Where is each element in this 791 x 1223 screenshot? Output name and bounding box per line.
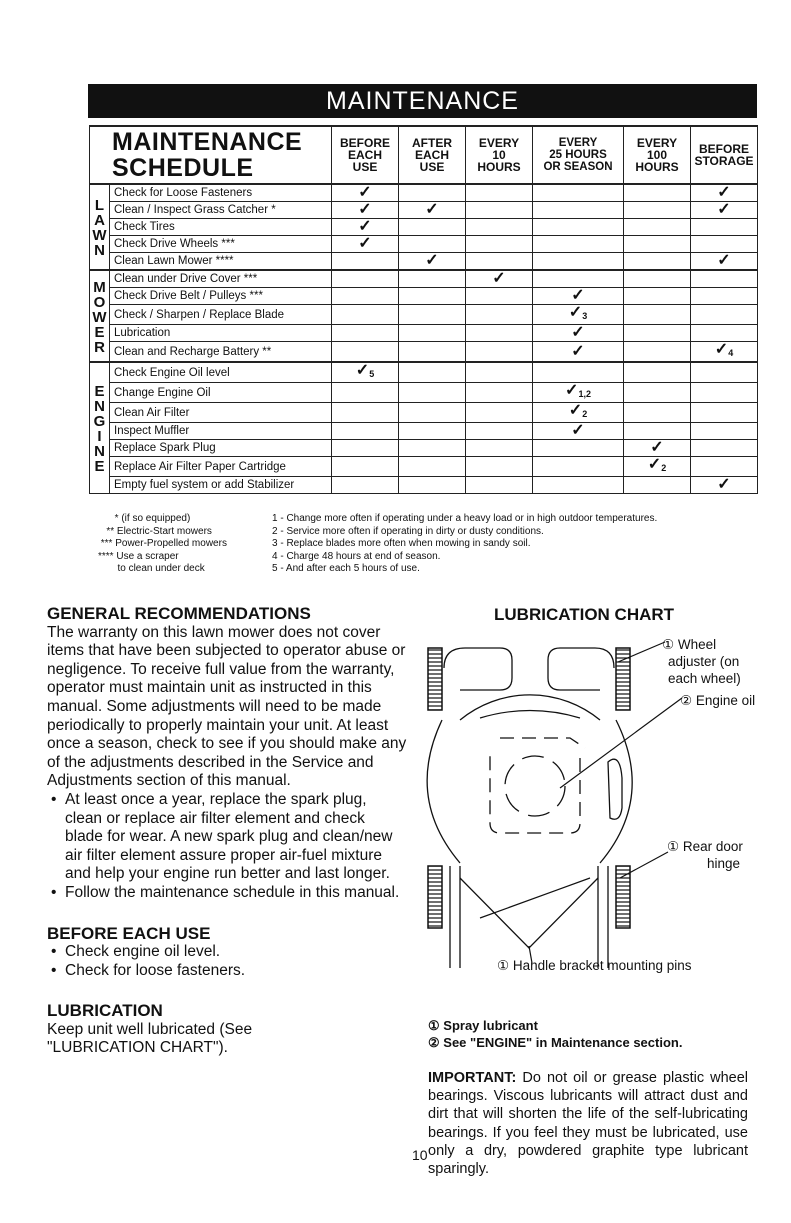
schedule-cell: [691, 403, 758, 423]
table-row: [90, 423, 758, 440]
column-header: BEFORE EACH USE: [332, 126, 399, 184]
wheel-adjuster-label: [662, 636, 741, 687]
task-label: Change Engine Oil: [110, 383, 332, 403]
table-row: [90, 325, 758, 342]
task-label: Check Tires: [110, 219, 332, 236]
schedule-cell: [399, 457, 466, 477]
schedule-cell: [399, 305, 466, 325]
check-icon: ✓: [571, 342, 585, 360]
task-label: Empty fuel system or add Stabilizer: [110, 477, 332, 494]
schedule-cell: [332, 270, 399, 288]
schedule-cell: [533, 342, 624, 363]
schedule-cell: [466, 440, 533, 457]
schedule-cell: [399, 440, 466, 457]
table-row: [90, 383, 758, 403]
task-label: Check Engine Oil level: [110, 362, 332, 383]
general-bullets: [47, 791, 407, 903]
schedule-cell: [533, 236, 624, 253]
schedule-cell: [399, 403, 466, 423]
callout-two-icon: ②: [680, 693, 693, 708]
schedule-cell: [399, 423, 466, 440]
schedule-cell: [624, 184, 691, 202]
check-icon: ✓: [568, 304, 583, 321]
schedule-cell: [332, 477, 399, 494]
schedule-cell: [624, 236, 691, 253]
schedule-cell: [399, 270, 466, 288]
schedule-cell: [399, 202, 466, 219]
schedule-cell: [332, 403, 399, 423]
check-icon: ✓: [571, 422, 585, 439]
task-label: Lubrication: [110, 325, 332, 342]
schedule-cell: [533, 325, 624, 342]
table-row: [90, 184, 758, 202]
schedule-cell: [399, 184, 466, 202]
label-text: each wheel): [668, 671, 741, 686]
callout-two-icon: ②: [428, 1035, 440, 1050]
task-label: Clean Lawn Mower ****: [110, 253, 332, 271]
table-row: [90, 403, 758, 423]
check-icon: ✓: [358, 184, 372, 201]
footnote-ref: 1,2: [578, 389, 591, 399]
task-label: Clean Air Filter: [110, 403, 332, 423]
schedule-cell: [691, 325, 758, 342]
check-icon: ✓: [650, 439, 664, 456]
before-each-use-bullets: [47, 943, 407, 980]
footnote: 2 - Service more often if operating in dirty or dusty conditions.: [272, 525, 544, 537]
task-label: Clean and Recharge Battery **: [110, 342, 332, 363]
check-icon: ✓: [571, 287, 585, 304]
schedule-cell: [691, 184, 758, 202]
engine-oil-label: [680, 692, 755, 709]
task-label: Check for Loose Fasteners: [110, 184, 332, 202]
schedule-cell: [399, 383, 466, 403]
schedule-cell: [624, 288, 691, 305]
schedule-cell: [332, 305, 399, 325]
page-number: 10: [412, 1147, 428, 1163]
task-label: Check / Sharpen / Replace Blade: [110, 305, 332, 325]
general-recommendations-text: The warranty on this lawn mower does not cover items that have been subjected to operator abuse or negligence. To receive full value from the warranty, operator must maintain unit as instructed in this manual. Some adjustments will need to be made periodically to properly maintain your unit. At least once a season, check to see if you should make any of the adjustments described in the Service and Adjustments section of this manual.: [47, 623, 407, 790]
schedule-cell: [466, 253, 533, 271]
label-text: hinge: [707, 856, 741, 871]
schedule-cell: [332, 236, 399, 253]
schedule-cell: [399, 362, 466, 383]
schedule-cell: [332, 440, 399, 457]
before-each-use-heading: BEFORE EACH USE: [47, 923, 211, 943]
schedule-cell: [533, 305, 624, 325]
schedule-cell: [691, 362, 758, 383]
schedule-cell: [533, 184, 624, 202]
diagram-legend: [428, 1017, 682, 1051]
schedule-cell: [691, 236, 758, 253]
schedule-cell: [691, 270, 758, 288]
check-icon: ✓: [358, 235, 372, 252]
schedule-cell: [466, 423, 533, 440]
list-item: • At least once a year, replace the spark plug, clean or replace air filter element and check blade for wear. A new spark plug and clean/new air filter element assure proper air-fuel mixture and help your engine run better and last longer.: [47, 791, 407, 884]
schedule-cell: [624, 477, 691, 494]
callout-one-icon: ①: [667, 839, 680, 854]
schedule-cell: [624, 383, 691, 403]
column-header: EVERY 10 HOURS: [466, 126, 533, 184]
check-icon: ✓: [647, 456, 662, 473]
general-recommendations-heading: GENERAL RECOMMENDATIONS: [47, 604, 311, 623]
label-text: Wheel: [677, 637, 717, 652]
task-label: Check Drive Wheels ***: [110, 236, 332, 253]
schedule-cell: [691, 477, 758, 494]
footnote: 4 - Charge 48 hours at end of season.: [272, 550, 441, 562]
footnote: to clean under deck: [98, 563, 205, 574]
label-text: adjuster (on: [668, 654, 740, 669]
schedule-title: MAINTENANCE SCHEDULE: [90, 126, 332, 184]
schedule-cell: [691, 305, 758, 325]
task-label: Replace Air Filter Paper Cartridge: [110, 457, 332, 477]
schedule-cell: [691, 342, 758, 363]
schedule-cell: [624, 423, 691, 440]
check-icon: ✓: [717, 201, 731, 218]
schedule-cell: [332, 202, 399, 219]
schedule-cell: [399, 342, 466, 363]
schedule-cell: [332, 362, 399, 383]
check-icon: ✓: [355, 362, 370, 379]
schedule-cell: [691, 288, 758, 305]
wheel-icon: [616, 866, 630, 928]
label-text: Rear door: [682, 839, 743, 854]
schedule-cell: [466, 184, 533, 202]
schedule-cell: [466, 362, 533, 383]
schedule-cell: [533, 383, 624, 403]
schedule-cell: [533, 219, 624, 236]
schedule-cell: [332, 288, 399, 305]
task-label: Clean under Drive Cover ***: [110, 270, 332, 288]
list-item: • Check for loose fasteners.: [47, 962, 407, 981]
schedule-cell: [624, 457, 691, 477]
column-header: EVERY 100 HOURS: [624, 126, 691, 184]
lubrication-chart-title: LUBRICATION CHART: [494, 605, 675, 624]
footnote-ref: 2: [661, 463, 667, 473]
wheel-icon: [428, 648, 442, 710]
schedule-cell: [691, 253, 758, 271]
schedule-cell: [332, 423, 399, 440]
table-row: [90, 342, 758, 363]
table-row: [90, 270, 758, 288]
important-note: [428, 1069, 748, 1178]
group-label: M O W E R: [90, 270, 110, 362]
check-icon: ✓: [358, 218, 372, 235]
check-icon: ✓: [717, 252, 731, 269]
important-lead: IMPORTANT:: [428, 1070, 517, 1086]
list-item: • Check engine oil level.: [47, 943, 407, 962]
schedule-cell: [399, 219, 466, 236]
table-row: [90, 477, 758, 494]
footnotes-numbers: [272, 513, 762, 576]
schedule-cell: [533, 253, 624, 271]
schedule-cell: [533, 288, 624, 305]
label-text: Engine oil: [695, 693, 756, 708]
schedule-cell: [624, 325, 691, 342]
schedule-cell: [466, 457, 533, 477]
schedule-cell: [533, 477, 624, 494]
schedule-cell: [533, 457, 624, 477]
footnote: 1 - Change more often if operating under a heavy load or in high outdoor temperatures.: [272, 513, 658, 524]
table-row: [90, 440, 758, 457]
schedule-cell: [332, 253, 399, 271]
schedule-cell: [399, 325, 466, 342]
schedule-cell: [399, 253, 466, 271]
schedule-cell: [399, 477, 466, 494]
schedule-cell: [332, 325, 399, 342]
lubrication-heading: LUBRICATION: [47, 1001, 163, 1021]
schedule-cell: [624, 270, 691, 288]
callout-one-icon: ①: [428, 1018, 440, 1033]
schedule-cell: [332, 219, 399, 236]
footnote: **** Use a scraper: [98, 550, 179, 562]
schedule-cell: [332, 184, 399, 202]
schedule-cell: [466, 325, 533, 342]
schedule-cell: [466, 236, 533, 253]
schedule-cell: [332, 342, 399, 363]
schedule-cell: [466, 219, 533, 236]
footnote: 5 - And after each 5 hours of use.: [272, 563, 420, 574]
left-column: [47, 605, 407, 1058]
schedule-cell: [466, 477, 533, 494]
check-icon: ✓: [717, 476, 731, 493]
list-item: • Follow the maintenance schedule in this manual.: [47, 884, 407, 903]
lubrication-text: Keep unit well lubricated (See "LUBRICATION CHART").: [47, 1020, 253, 1057]
footnote-ref: 3: [582, 311, 588, 321]
rear-door-label: [667, 838, 743, 872]
group-label: E N G I N E: [90, 362, 110, 494]
check-icon: ✓: [358, 201, 372, 218]
schedule-cell: [533, 440, 624, 457]
table-row: [90, 219, 758, 236]
table-row: [90, 305, 758, 325]
task-label: Replace Spark Plug: [110, 440, 332, 457]
column-header: BEFORE STORAGE: [691, 126, 758, 184]
label-text: Handle bracket mounting pins: [512, 958, 692, 973]
footnote: ** Electric-Start mowers: [98, 525, 212, 537]
callout-one-icon: ①: [497, 958, 510, 973]
footnote-ref: 4: [728, 348, 734, 358]
schedule-cell: [624, 403, 691, 423]
schedule-cell: [466, 305, 533, 325]
check-icon: ✓: [717, 184, 731, 201]
table-row: [90, 362, 758, 383]
legend-spray: Spray lubricant: [443, 1018, 538, 1033]
table-row: [90, 288, 758, 305]
schedule-cell: [466, 342, 533, 363]
handle-bracket-label: [497, 957, 691, 974]
schedule-cell: [533, 270, 624, 288]
schedule-cell: [466, 202, 533, 219]
schedule-cell: [533, 423, 624, 440]
group-label: L A W N: [90, 184, 110, 270]
schedule-cell: [624, 305, 691, 325]
schedule-cell: [691, 440, 758, 457]
schedule-cell: [466, 383, 533, 403]
schedule-cell: [466, 403, 533, 423]
footnote: *** Power-Propelled mowers: [98, 538, 227, 549]
schedule-cell: [399, 288, 466, 305]
check-icon: ✓: [568, 402, 583, 419]
task-label: Clean / Inspect Grass Catcher *: [110, 202, 332, 219]
table-row: [90, 253, 758, 271]
schedule-cell: [691, 202, 758, 219]
schedule-cell: [691, 219, 758, 236]
schedule-cell: [624, 253, 691, 271]
schedule-cell: [533, 202, 624, 219]
footnotes-symbols: [98, 513, 268, 576]
check-icon: ✓: [571, 324, 585, 341]
wheel-icon: [428, 866, 442, 928]
column-header: AFTER EACH USE: [399, 126, 466, 184]
task-label: Check Drive Belt / Pulleys ***: [110, 288, 332, 305]
footnote: 3 - Replace blades more often when mowing in sandy soil.: [272, 538, 531, 549]
table-row: [90, 202, 758, 219]
schedule-cell: [466, 270, 533, 288]
table-row: [90, 457, 758, 477]
schedule-cell: [399, 236, 466, 253]
important-text: Do not oil or grease plastic wheel bearings. Viscous lubricants will attract dust and dirt that will shorten the life of the self-lubricating bearings. If you feel they must be lubricated, use only a dry, powdered graphite type lubricant sparingly.: [428, 1070, 748, 1178]
schedule-cell: [332, 457, 399, 477]
schedule-cell: [691, 383, 758, 403]
schedule-cell: [332, 383, 399, 403]
schedule-cell: [533, 362, 624, 383]
check-icon: ✓: [714, 341, 729, 358]
schedule-cell: [624, 440, 691, 457]
schedule-cell: [691, 423, 758, 440]
check-icon: ✓: [565, 382, 579, 399]
schedule-cell: [466, 288, 533, 305]
schedule-cell: [624, 342, 691, 363]
footnote-ref: 2: [582, 409, 588, 419]
table-row: [90, 236, 758, 253]
footnote: * (if so equipped): [98, 513, 191, 524]
task-label: Inspect Muffler: [110, 423, 332, 440]
legend-see: See "ENGINE" in Maintenance section.: [443, 1035, 683, 1050]
schedule-cell: [691, 457, 758, 477]
schedule-cell: [624, 219, 691, 236]
schedule-cell: [533, 403, 624, 423]
check-icon: ✓: [425, 252, 439, 269]
check-icon: ✓: [425, 201, 439, 218]
schedule-cell: [624, 362, 691, 383]
column-header: EVERY 25 HOURS OR SEASON: [533, 126, 624, 184]
section-banner: MAINTENANCE: [88, 84, 757, 118]
maintenance-schedule-table: [89, 125, 758, 494]
check-icon: ✓: [492, 270, 506, 287]
callout-one-icon: ①: [662, 637, 675, 652]
footnote-ref: 5: [369, 369, 375, 379]
schedule-cell: [624, 202, 691, 219]
